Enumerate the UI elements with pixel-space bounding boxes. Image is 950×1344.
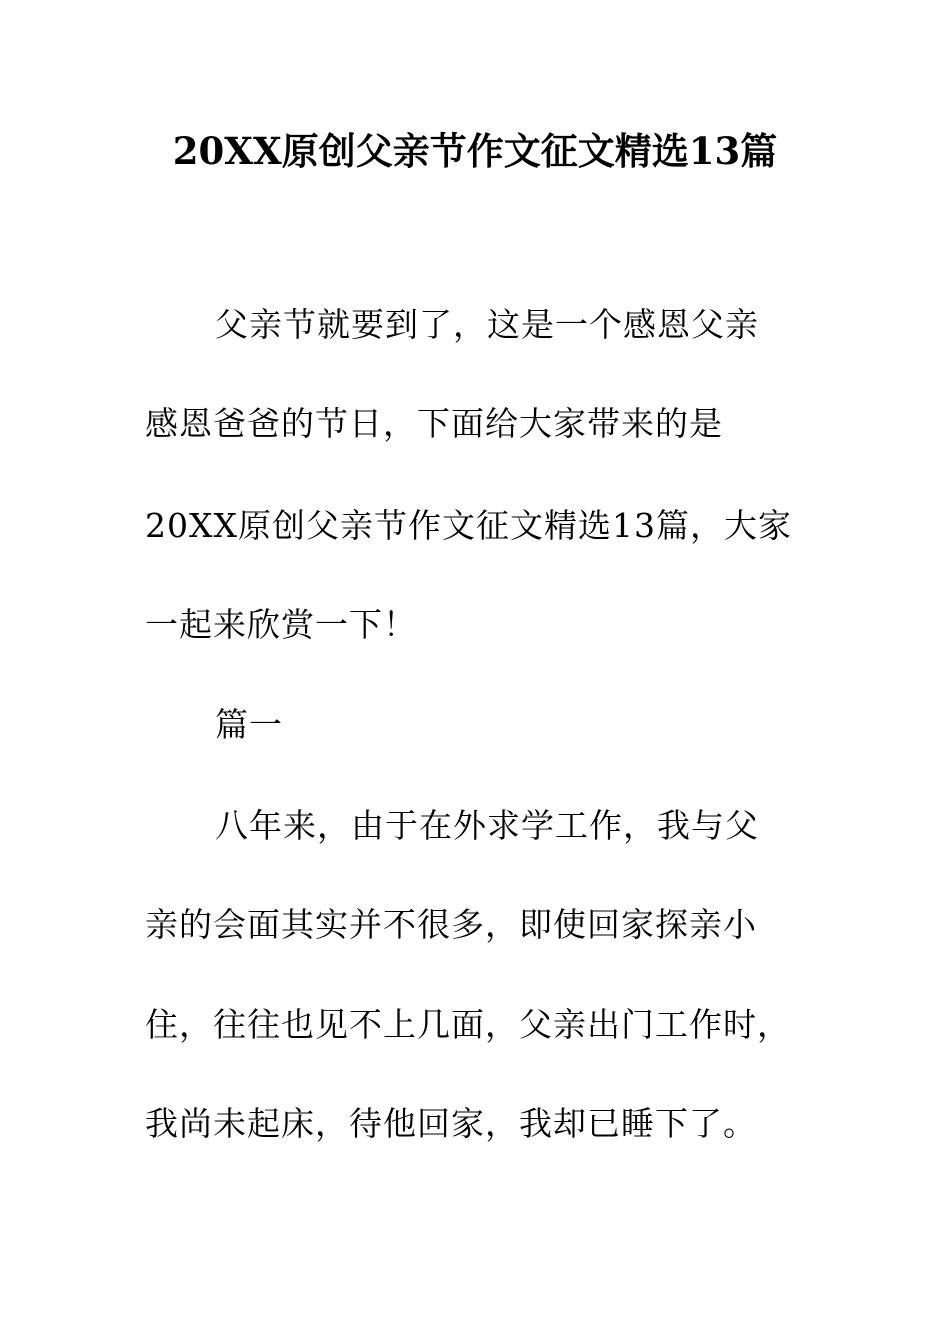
section-heading: 篇一 [215, 705, 283, 744]
paragraph-line: 我尚未起床，待他回家，我却已睡下了。 [145, 1104, 757, 1143]
paragraph-line: 感恩爸爸的节日，下面给大家带来的是 [145, 404, 723, 443]
paragraph-line: 一起来欣赏一下！ [145, 605, 417, 644]
paragraph-line: 八年来，由于在外求学工作，我与父 [215, 806, 759, 845]
document-title: 20XX原创父亲节作文征文精选13篇 [172, 129, 778, 173]
paragraph-line: 20XX原创父亲节作文征文精选13篇，大家 [145, 506, 792, 545]
paragraph-line: 父亲节就要到了，这是一个感恩父亲 [215, 305, 759, 344]
paragraph-line: 住，往往也见不上几面，父亲出门工作时， [145, 1005, 791, 1044]
paragraph-line: 亲的会面其实并不很多，即使回家探亲小 [145, 905, 757, 944]
